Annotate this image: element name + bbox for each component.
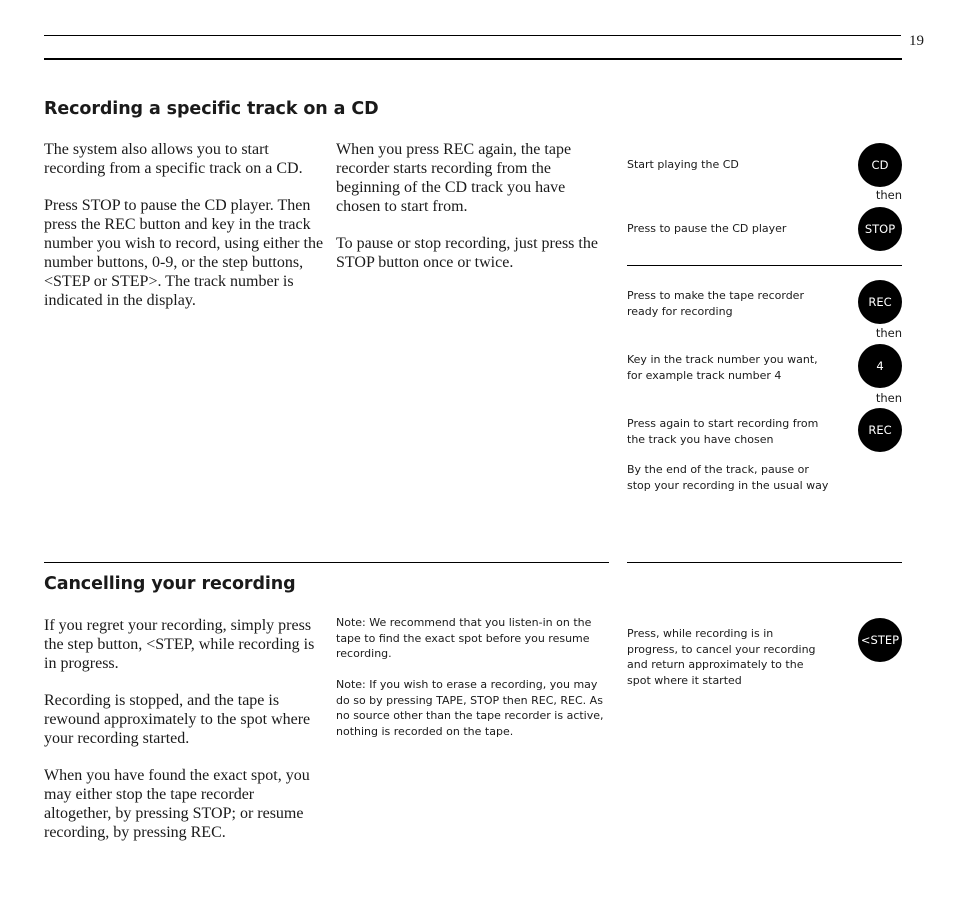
paragraph: If you regret your recording, simply press the step button, <STEP, while recording is in progress. [44,617,315,672]
number-4-button: 4 [858,344,902,388]
section1-column-1 [44,140,324,328]
step-text-end-of-track: By the end of the track, pause or stop your recording in the usual way [627,463,829,492]
then-label: then [875,326,902,340]
section2-rule-right [627,562,902,563]
rec-button: REC [858,280,902,324]
paragraph: To pause or stop recording, just press the STOP button once or twice. [336,235,598,271]
step-text-pause-cd: Press to pause the CD player [627,222,787,235]
section2-rule-left [44,562,609,563]
steps-divider [627,265,902,266]
then-label: then [875,391,902,405]
step-text-rec-ready: Press to make the tape recorder ready for recording [627,289,804,318]
step-text-start-cd: Start playing the CD [627,158,739,171]
section2-column-1 [44,616,316,860]
section2-notes [336,615,611,755]
step-text-cancel-recording: Press, while recording is in progress, to cancel your recording and return approximately to the spot where it started [627,627,816,687]
section1-column-2 [336,140,598,290]
header-rule-thin [44,35,901,36]
step-text-start-recording: Press again to start recording from the track you have chosen [627,417,819,446]
header-rule-thick [44,58,902,60]
paragraph: The system also allows you to start recording from a specific track on a CD. [44,141,303,177]
note: Note: We recommend that you listen-in on the tape to find the exact spot before you resume recording. [336,616,592,660]
paragraph: Recording is stopped, and the tape is rewound approximately to the spot where your recording started. [44,692,311,747]
paragraph: When you have found the exact spot, you may either stop the tape recorder altogether, by pressing STOP; or resume recording, by pressing REC. [44,767,310,841]
section-heading-cancelling: Cancelling your recording [44,574,296,594]
paragraph: Press STOP to pause the CD player. Then press the REC button and key in the track number you wish to record, using either the number buttons, 0-9, or the step buttons, <STEP or STEP>. The track number is indicated in the display. [44,197,324,309]
step-back-button: <STEP [858,618,902,662]
cd-button: CD [858,143,902,187]
paragraph: When you press REC again, the tape recorder starts recording from the beginning of the CD track you have chosen to start from. [336,141,572,215]
stop-button: STOP [858,207,902,251]
rec-button: REC [858,408,902,452]
section-heading-recording-track: Recording a specific track on a CD [44,99,379,119]
note: Note: If you wish to erase a recording, you may do so by pressing TAPE, STOP then REC, REC. As no source other than the tape recorder is active, nothing is recorded on the tape. [336,678,604,738]
step-text-key-track: Key in the track number you want, for example track number 4 [627,353,818,382]
then-label: then [875,188,902,202]
page-number: 19 [909,33,924,49]
